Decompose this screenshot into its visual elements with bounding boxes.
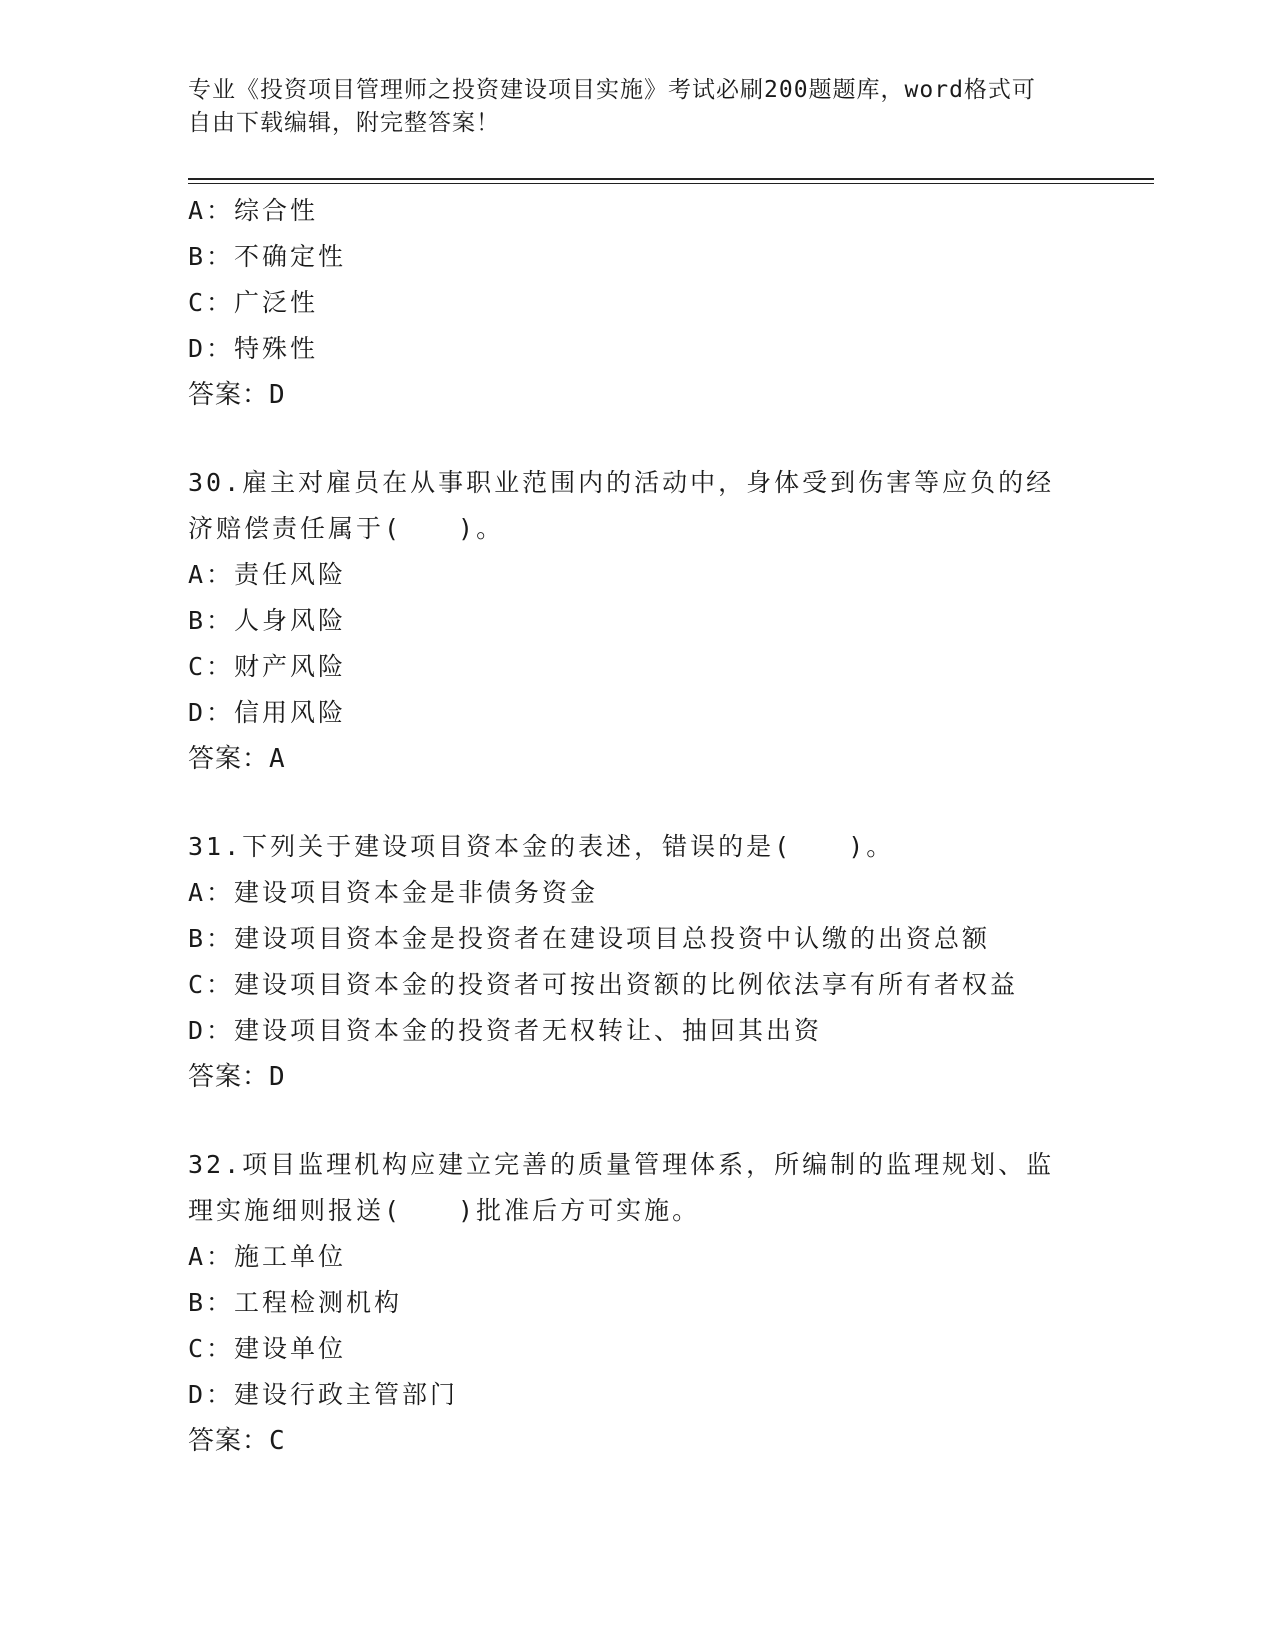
answer-line: 答案：D — [188, 1062, 286, 1092]
option-c: C：建设单位 — [188, 1334, 347, 1363]
document-header — [188, 74, 1088, 140]
option-a: A：施工单位 — [188, 1242, 347, 1271]
option-a: A：责任风险 — [188, 560, 347, 589]
option-d: D：信用风险 — [188, 698, 347, 727]
option-d: D：建设行政主管部门 — [188, 1380, 459, 1409]
option-a: A：建设项目资本金是非债务资金 — [188, 878, 599, 907]
option-a: A：综合性 — [188, 196, 319, 225]
question-text-line-1: 32.项目监理机构应建立完善的质量管理体系，所编制的监理规划、监 — [188, 1150, 1055, 1179]
option-b: B：建设项目资本金是投资者在建设项目总投资中认缴的出资总额 — [188, 924, 991, 953]
option-c: C：广泛性 — [188, 288, 319, 317]
question-block-29 — [188, 188, 1088, 418]
answer-line: 答案：D — [188, 380, 286, 410]
option-b: B：不确定性 — [188, 242, 347, 271]
option-b: B：工程检测机构 — [188, 1288, 403, 1317]
spacer — [188, 418, 1088, 460]
header-line-2: 自由下载编辑，附完整答案！ — [188, 110, 500, 136]
header-divider-thick — [188, 178, 1154, 180]
option-d: D：建设项目资本金的投资者无权转让、抽回其出资 — [188, 1016, 823, 1045]
header-divider-thin — [188, 183, 1154, 184]
question-block-32 — [188, 1142, 1088, 1464]
question-list — [188, 188, 1088, 1464]
header-line-1: 专业《投资项目管理师之投资建设项目实施》考试必刷200题题库，word格式可 — [188, 77, 1036, 103]
option-c: C：建设项目资本金的投资者可按出资额的比例依法享有所有者权益 — [188, 970, 1019, 999]
spacer — [188, 1100, 1088, 1142]
question-text-line-2: 理实施细则报送( )批准后方可实施。 — [188, 1196, 701, 1225]
question-block-30 — [188, 460, 1088, 782]
question-text-line-1: 30.雇主对雇员在从事职业范围内的活动中，身体受到伤害等应负的经 — [188, 468, 1055, 497]
question-text-line-2: 济赔偿责任属于( )。 — [188, 514, 505, 543]
question-text-line-1: 31.下列关于建设项目资本金的表述，错误的是( )。 — [188, 832, 895, 861]
option-d: D：特殊性 — [188, 334, 319, 363]
option-c: C：财产风险 — [188, 652, 347, 681]
option-b: B：人身风险 — [188, 606, 347, 635]
answer-line: 答案：A — [188, 744, 286, 774]
spacer — [188, 782, 1088, 824]
answer-line: 答案：C — [188, 1426, 286, 1456]
question-block-31 — [188, 824, 1088, 1100]
